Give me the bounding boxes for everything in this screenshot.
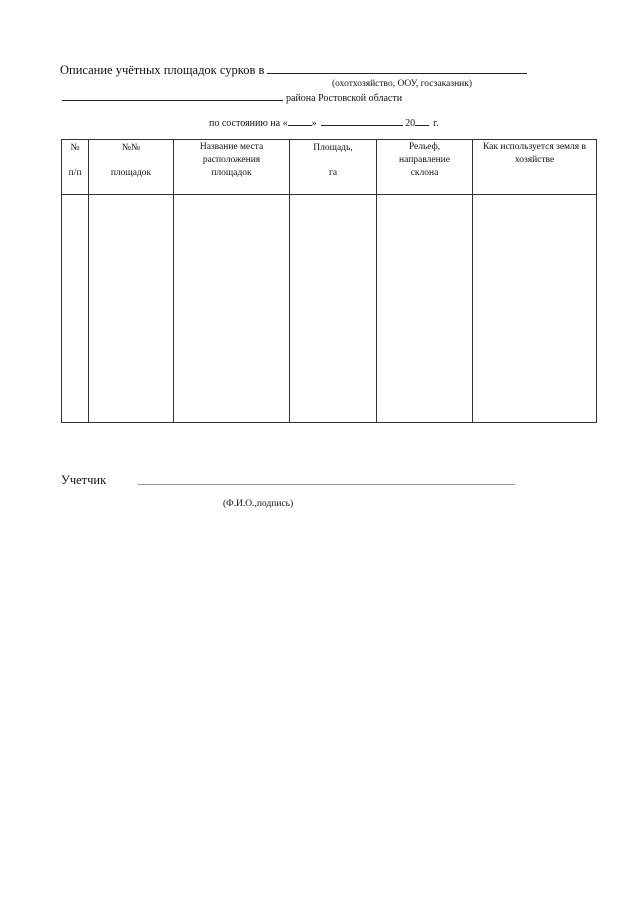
col-header-plot-number-line1: №№: [121, 143, 141, 153]
day-blank[interactable]: [288, 116, 312, 126]
date-line: [209, 116, 439, 129]
form-title-line: [60, 62, 527, 78]
date-quote-close: »: [311, 118, 317, 129]
hunting-farm-blank[interactable]: [267, 62, 527, 74]
table-row: [62, 195, 597, 423]
col-header-area-line2: га: [328, 168, 338, 178]
col-header-land-use-text: Как используется земля в хозяйстве: [482, 142, 587, 165]
signer-label: Учетчик: [61, 473, 107, 487]
form-title: Описание учётных площадок сурков в: [60, 63, 265, 77]
cell-relief[interactable]: [377, 195, 473, 423]
col-header-plot-number-line2: площадок: [110, 168, 152, 178]
cell-land-use[interactable]: [473, 195, 597, 423]
col-header-number-line2: п/п: [68, 168, 82, 178]
date-suffix: г.: [433, 118, 439, 129]
col-header-number-line1: №: [70, 143, 80, 153]
cell-location[interactable]: [174, 195, 290, 423]
table-header-row: [62, 140, 597, 195]
col-header-relief: [377, 140, 473, 195]
region-line: [62, 91, 402, 104]
cell-plot-number[interactable]: [89, 195, 174, 423]
hunting-farm-hint: (охотхозяйство, ООУ, госзаказник): [332, 79, 473, 89]
col-header-location: [174, 140, 290, 195]
col-header-number: [62, 140, 89, 195]
date-prefix: по состоянию на «: [209, 118, 288, 129]
region-suffix: района Ростовской области: [286, 93, 403, 104]
signature-line[interactable]: [138, 484, 515, 485]
month-blank[interactable]: [321, 116, 403, 126]
col-header-location-text: Название места расположения площадок: [199, 142, 264, 178]
district-blank[interactable]: [62, 91, 283, 101]
year-blank[interactable]: [415, 116, 429, 126]
signature-hint: (Ф.И.О.,подпись): [223, 499, 294, 509]
col-header-land-use: [473, 140, 597, 195]
cell-number[interactable]: [62, 195, 89, 423]
col-header-relief-text: Рельеф, направление склона: [399, 142, 450, 178]
col-header-area-line1: Площадь,: [313, 143, 353, 153]
cell-area[interactable]: [290, 195, 377, 423]
col-header-area: [290, 140, 377, 195]
date-century: 20: [405, 118, 416, 129]
plots-table: [61, 139, 597, 423]
col-header-plot-number: [89, 140, 174, 195]
